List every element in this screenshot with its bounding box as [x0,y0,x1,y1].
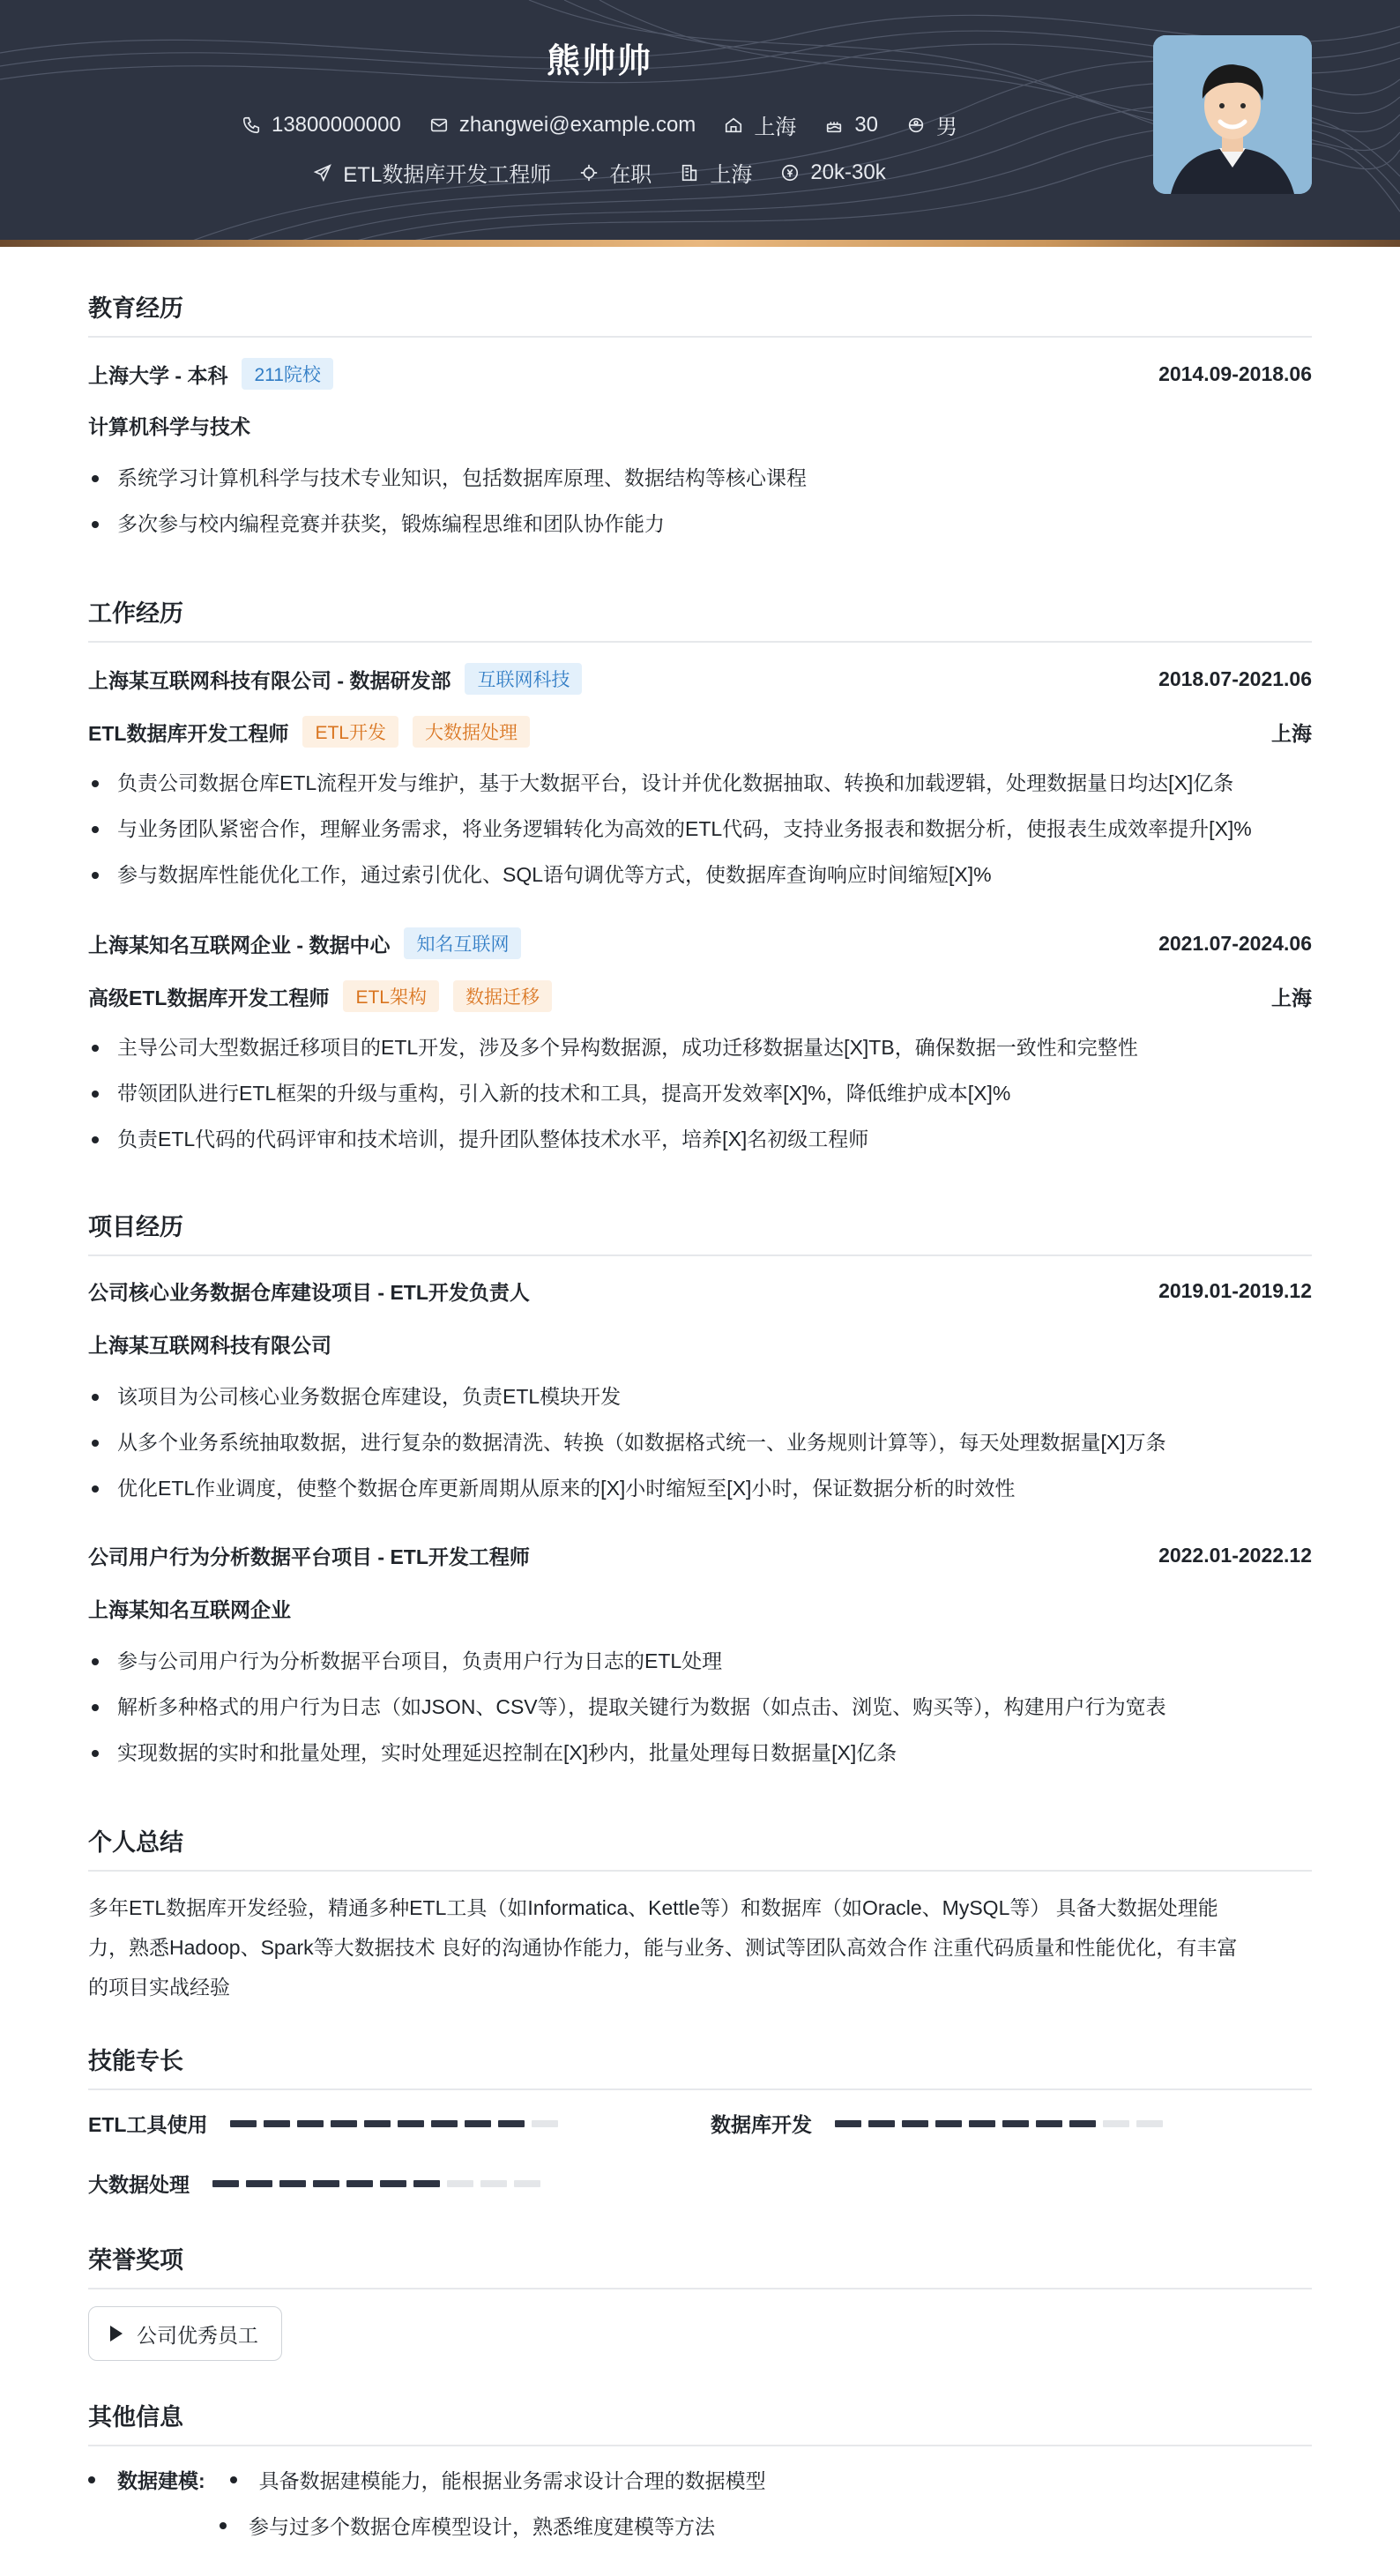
job-2-tag-2: 数据迁移 [453,980,552,1012]
phone-text: 13800000000 [271,112,401,137]
skill-level-bar [835,2120,1170,2127]
list-item: 解析多种格式的用户行为日志（如JSON、CSV等），提取关键行为数据（如点击、浏览、购买等），构建用户行为宽表 [88,1684,1312,1730]
skill-level-segment [346,2180,373,2187]
list-item: 参与数据库性能优化工作，通过索引优化、SQL语句调优等方式，使数据库查询响应时间缩短[X]% [88,852,1312,897]
skill-level-bar [230,2120,565,2127]
projects-title: 项目经历 [88,1208,1312,1256]
hometown-info [724,109,796,140]
major-name: 计算机科学与技术 [88,415,250,438]
list-item: 实现数据的实时和批量处理，实时处理延迟控制在[X]秒内，批量处理每日数据量[X]亿条 [88,1730,1312,1776]
skill-level-segment [297,2120,324,2127]
job-1-position-row [88,716,1312,748]
skill-level-segment [431,2120,458,2127]
gender-text: 男 [936,115,958,139]
header-accent-bar [0,240,1400,247]
skill-level-segment [212,2180,239,2187]
other-item: 参与过多个数据仓库模型设计，熟悉维度建模等方法 [249,2515,715,2538]
age-info [824,113,878,138]
list-item: 负责公司数据仓库ETL流程开发与维护，基于大数据平台，设计并优化数据抽取、转换和加载逻辑，处理数据量日均达[X]亿条 [88,760,1312,806]
other-item-row [88,2465,766,2494]
target-job-info [313,157,551,188]
school-name: 上海大学 - 本科 [88,363,228,387]
skill-level-segment [1136,2120,1163,2127]
target-job-text: ETL数据库开发工程师 [343,163,552,187]
award-item [88,2306,282,2361]
list-item: 系统学习计算机科学与技术专业知识，包括数据库原理、数据结构等核心课程 [88,455,1312,501]
job-1-tag-2: 大数据处理 [413,716,530,748]
cake-icon [824,115,844,135]
skill-item [88,2169,547,2198]
building-icon [680,163,699,182]
list-item: 优化ETL作业调度，使整个数据仓库更新周期从原来的[X]小时缩短至[X]小时，保证数据分析的时效性 [88,1465,1312,1511]
status-info [579,157,652,188]
skill-level-segment [835,2120,861,2127]
skill-level-segment [331,2120,357,2127]
resume-header [0,0,1400,247]
project-1-company: 上海某互联网科技有限公司 [88,1334,331,1357]
skill-level-segment [230,2120,257,2127]
skill-level-segment [514,2180,540,2187]
job-1-tag-1: ETL开发 [302,716,398,748]
bullet-dot [88,2476,95,2483]
email-icon [429,115,449,135]
phone-info [242,113,401,138]
education-bullets [88,455,1312,547]
target-city-info [680,157,752,188]
job-intent-row [0,157,1199,188]
job-2-header-row [88,927,1312,959]
skill-level-segment [380,2180,406,2187]
job-1-bullets [88,760,1312,897]
salary-info [780,160,885,185]
hometown-text: 上海 [754,115,797,139]
job-1-company: 上海某互联网科技有限公司 - 数据研发部 [88,668,451,692]
phone-icon [242,115,261,135]
education-title: 教育经历 [88,289,1312,338]
other-item-row [220,2511,715,2540]
other-item: 具备数据建模能力，能根据业务需求设计合理的数据模型 [258,2469,766,2492]
skill-level-segment [364,2120,391,2127]
list-item: 参与公司用户行为分析数据平台项目，负责用户行为日志的ETL处理 [88,1638,1312,1684]
award-name: 公司优秀员工 [137,2323,258,2347]
school-tag: 211院校 [242,358,332,390]
list-item: 主导公司大型数据迁移项目的ETL开发，涉及多个异构数据源，成功迁移数据量达[X]TB，确保数据一致性和完整性 [88,1024,1312,1070]
summary-line: 力，熟悉Hadoop、Spark等大数据技术 良好的沟通协作能力，能与业务、测试等团队高效合作 注重代码质量和性能优化，有丰富 [88,1936,1238,1959]
education-date: 2014.09-2018.06 [1158,361,1312,385]
coin-icon [780,163,800,182]
skill-level-segment [902,2120,928,2127]
project-2-date: 2022.01-2022.12 [1158,1544,1312,1567]
other-title: 其他信息 [88,2398,1312,2446]
age-text: 30 [854,112,879,137]
project-2-header-row [88,1541,1312,1570]
skill-level-segment [313,2180,339,2187]
skill-level-segment [1103,2120,1129,2127]
list-item: 带领团队进行ETL框架的升级与重构，引入新的技术和工具，提高开发效率[X]%，降低维护成本[X]% [88,1070,1312,1116]
skill-level-segment [1036,2120,1062,2127]
list-item: 多次参与校内编程竞赛并获奖，锻炼编程思维和团队协作能力 [88,501,1312,547]
summary-line: 多年ETL数据库开发经验，精通多种ETL工具（如Informatica、Kettle等）和数据库（如Oracle、MySQL等） 具备大数据处理能 [88,1896,1218,1919]
skill-level-segment [264,2120,290,2127]
summary-text [88,1888,1312,2007]
project-2-name: 公司用户行为分析数据平台项目 - ETL开发工程师 [88,1545,530,1568]
skill-level-segment [1002,2120,1029,2127]
skill-level-segment [279,2180,306,2187]
list-item: 该项目为公司核心业务数据仓库建设，负责ETL模块开发 [88,1374,1312,1419]
job-2-company: 上海某知名互联网企业 - 数据中心 [88,933,391,957]
education-header-row [88,358,1312,390]
list-item: 从多个业务系统抽取数据，进行复杂的数据清洗、转换（如数据格式统一、业务规则计算等），每天处理数据量[X]万条 [88,1419,1312,1465]
project-1-bullets [88,1374,1312,1511]
job-2-bullets [88,1024,1312,1162]
salary-text: 20k-30k [810,160,886,184]
job-2-tag-1: ETL架构 [343,980,439,1012]
skill-level-bar [212,2180,547,2187]
other-label: 数据建模: [117,2469,205,2492]
list-item: 与业务团队紧密合作，理解业务需求，将业务逻辑转化为高效的ETL代码，支持业务报表和数据分析，使报表生成效率提升[X]% [88,806,1312,852]
skill-name: 数据库开发 [711,2113,812,2136]
skill-name: 大数据处理 [88,2173,190,2196]
skill-item [711,2109,1170,2138]
bullet-dot [220,2522,227,2529]
project-1-date: 2019.01-2019.12 [1158,1279,1312,1302]
job-1-date: 2018.07-2021.06 [1158,666,1312,690]
job-2-position: 高级ETL数据库开发工程师 [88,986,330,1009]
skill-level-segment [498,2120,525,2127]
job-1-city: 上海 [1271,721,1312,745]
skill-level-segment [969,2120,995,2127]
list-item: 负责ETL代码的代码评审和技术培训，提升团队整体技术水平，培养[X]名初级工程师 [88,1116,1312,1162]
job-2-date: 2021.07-2024.06 [1158,931,1312,955]
skill-level-segment [868,2120,895,2127]
skill-item [88,2109,565,2138]
project-1-name: 公司核心业务数据仓库建设项目 - ETL开发负责人 [88,1281,530,1304]
skill-level-segment [246,2180,272,2187]
job-2-company-tag: 知名互联网 [404,927,521,959]
target-city-text: 上海 [710,163,753,187]
triangle-right-icon [110,2326,123,2341]
email-text: zhangwei@example.com [458,112,696,137]
status-text: 在职 [609,163,652,187]
work-title: 工作经历 [88,594,1312,643]
project-2-company: 上海某知名互联网企业 [88,1598,291,1621]
job-1-company-tag: 互联网科技 [465,663,582,695]
home-icon [724,115,743,135]
project-1-header-row [88,1277,1312,1306]
status-icon [579,163,599,182]
skill-level-segment [398,2120,424,2127]
candidate-name: 熊帅帅 [546,43,652,80]
bullet-dot [230,2476,237,2483]
job-2-position-row [88,980,1312,1012]
skill-level-segment [413,2180,440,2187]
job-1-position: ETL数据库开发工程师 [88,721,289,745]
skill-level-segment [935,2120,962,2127]
skill-level-segment [447,2180,473,2187]
job-2-city: 上海 [1271,986,1312,1009]
email-info [429,113,696,138]
summary-title: 个人总结 [88,1823,1312,1872]
skill-level-segment [1069,2120,1096,2127]
skill-level-segment [480,2180,507,2187]
skill-level-segment [465,2120,491,2127]
job-1-header-row [88,663,1312,695]
gender-icon [906,115,926,135]
project-2-bullets [88,1638,1312,1776]
skills-title: 技能专长 [88,2042,1312,2090]
skill-name: ETL工具使用 [88,2113,208,2136]
gender-info [906,109,957,140]
contact-row [0,109,1199,140]
paper-plane-icon [313,163,332,182]
skill-level-segment [532,2120,558,2127]
avatar-photo [1153,35,1312,194]
honors-title: 荣誉奖项 [88,2241,1312,2289]
summary-line: 的项目实战经验 [88,1976,230,1999]
